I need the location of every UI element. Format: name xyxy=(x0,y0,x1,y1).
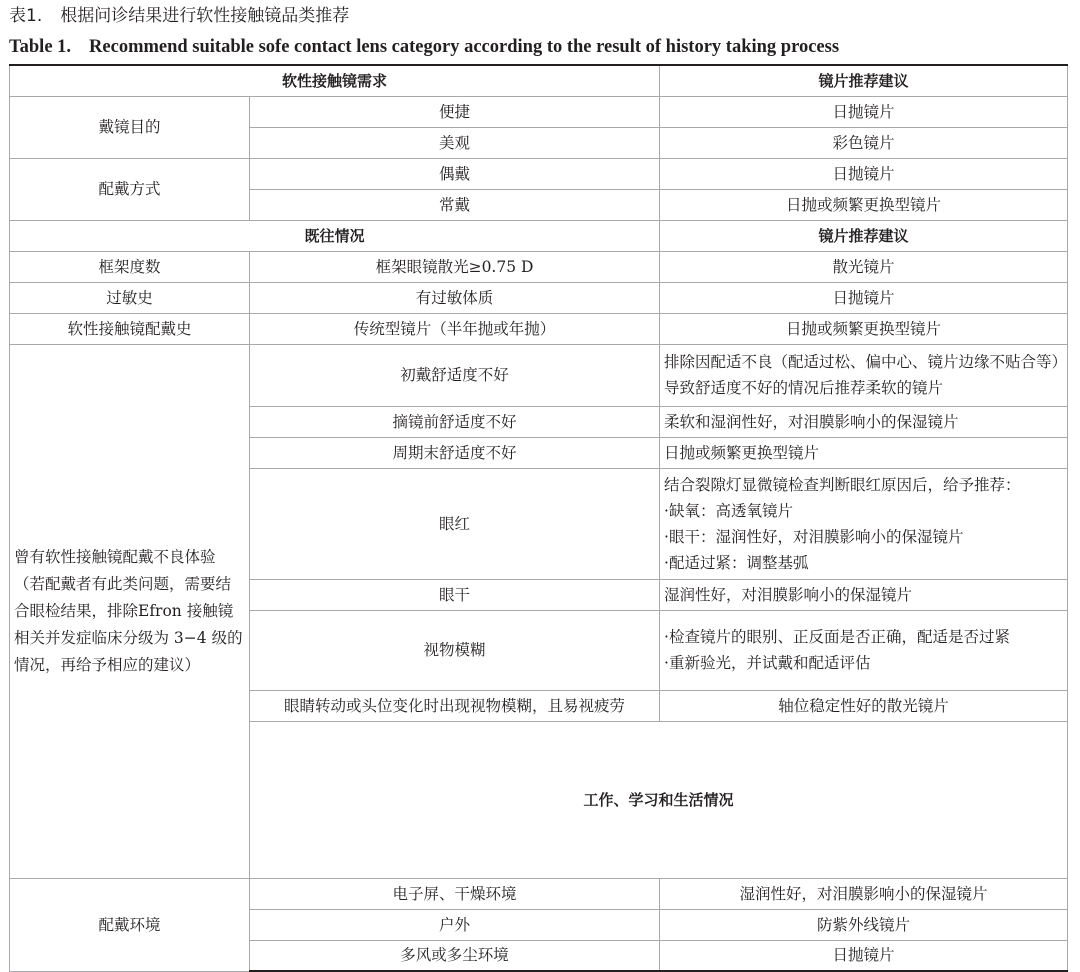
condition-cell: 偶戴 xyxy=(250,158,660,189)
row-label-bad-experience: 曾有软性接触镜配戴不良体验（若配戴者有此类问题，需要结合眼检结果，排除Efron 接触镜相关并发症临床分级为 3−4 级的情况，再给予相应的建议） xyxy=(10,344,250,878)
recommendation-cell: 排除因配适不良（配适过松、偏中心、镜片边缘不贴合等）导致舒适度不好的情况后推荐柔软的镜片 xyxy=(660,344,1068,406)
header-lifestyle: 工作、学习和生活情况 xyxy=(250,721,1068,878)
condition-cell: 传统型镜片（半年抛或年抛） xyxy=(250,313,660,344)
recommendation-cell: 防紫外线镜片 xyxy=(660,909,1068,940)
caption-number-cn: 表1. xyxy=(9,6,43,26)
condition-cell: 有过敏体质 xyxy=(250,282,660,313)
list-item: ·缺氧：高透氧镜片 xyxy=(664,501,793,520)
recommendation-cell: 湿润性好，对泪膜影响小的保湿镜片 xyxy=(660,878,1068,909)
recommendation-cell: 湿润性好，对泪膜影响小的保湿镜片 xyxy=(660,579,1068,610)
row-label: 过敏史 xyxy=(10,282,250,313)
table-row xyxy=(10,158,1068,189)
recommendation-cell: 日抛或频繁更换型镜片 xyxy=(660,189,1068,220)
condition-cell: 周期末舒适度不好 xyxy=(250,437,660,468)
table-row xyxy=(10,282,1068,313)
recommendation-cell: 彩色镜片 xyxy=(660,127,1068,158)
recommendation-cell: 日抛镜片 xyxy=(660,96,1068,127)
condition-cell: 眼睛转动或头位变化时出现视物模糊，且易视疲劳 xyxy=(250,690,660,721)
table-row xyxy=(10,96,1068,127)
recommendation-table xyxy=(9,64,1068,972)
section-header-row xyxy=(10,220,1068,251)
list-item: ·眼干：湿润性好，对泪膜影响小的保湿镜片 xyxy=(664,527,964,546)
table-row xyxy=(10,878,1068,909)
caption-number-en: Table 1. xyxy=(9,37,72,57)
header-recommendation: 镜片推荐建议 xyxy=(660,65,1068,96)
recommendation-cell: 日抛镜片 xyxy=(660,158,1068,189)
list-item: ·配适过紧：调整基弧 xyxy=(664,553,809,572)
condition-cell: 摘镜前舒适度不好 xyxy=(250,406,660,437)
row-label: 框架度数 xyxy=(10,251,250,282)
caption-title-en: Recommend suitable sofe contact lens category according to the result of history taking process xyxy=(89,37,840,57)
condition-cell: 眼红 xyxy=(250,468,660,579)
header-history: 既往情况 xyxy=(10,220,660,251)
condition-cell: 常戴 xyxy=(250,189,660,220)
recommendation-cell: 日抛或频繁更换型镜片 xyxy=(660,437,1068,468)
header-needs: 软性接触镜需求 xyxy=(10,65,660,96)
recommendation-cell xyxy=(660,610,1068,690)
recommendation-cell: 散光镜片 xyxy=(660,251,1068,282)
table-header-row xyxy=(10,65,1068,96)
recommendation-cell: 轴位稳定性好的散光镜片 xyxy=(660,690,1068,721)
recommendation-cell: 日抛镜片 xyxy=(660,940,1068,971)
condition-cell: 美观 xyxy=(250,127,660,158)
condition-cell: 眼干 xyxy=(250,579,660,610)
condition-cell: 框架眼镜散光≥0.75 D xyxy=(250,251,660,282)
recommendation-cell: 柔软和湿润性好，对泪膜影响小的保湿镜片 xyxy=(660,406,1068,437)
condition-cell: 初戴舒适度不好 xyxy=(250,344,660,406)
table-row xyxy=(10,344,1068,406)
recommendation-cell xyxy=(660,468,1068,579)
row-label-purpose: 戴镜目的 xyxy=(10,96,250,158)
table-caption-chinese xyxy=(9,5,349,27)
condition-cell: 视物模糊 xyxy=(250,610,660,690)
recommendation-intro: 结合裂隙灯显微镜检查判断眼红原因后，给予推荐： xyxy=(664,475,1021,494)
condition-cell: 电子屏、干燥环境 xyxy=(250,878,660,909)
row-label-mode: 配戴方式 xyxy=(10,158,250,220)
list-item: ·检查镜片的眼别、正反面是否正确，配适是否过紧 xyxy=(664,628,1010,646)
condition-cell: 户外 xyxy=(250,909,660,940)
row-label: 软性接触镜配戴史 xyxy=(10,313,250,344)
recommendation-cell: 日抛镜片 xyxy=(660,282,1068,313)
condition-cell: 多风或多尘环境 xyxy=(250,940,660,971)
condition-cell: 便捷 xyxy=(250,96,660,127)
table-row xyxy=(10,251,1068,282)
table-row xyxy=(10,313,1068,344)
caption-title-cn: 根据问诊结果进行软性接触镜品类推荐 xyxy=(60,6,350,26)
list-item: ·重新验光，并试戴和配适评估 xyxy=(664,654,871,672)
recommendation-cell: 日抛或频繁更换型镜片 xyxy=(660,313,1068,344)
header-recommendation: 镜片推荐建议 xyxy=(660,220,1068,251)
table-caption-english xyxy=(9,36,839,58)
row-label-environment: 配戴环境 xyxy=(10,878,250,971)
